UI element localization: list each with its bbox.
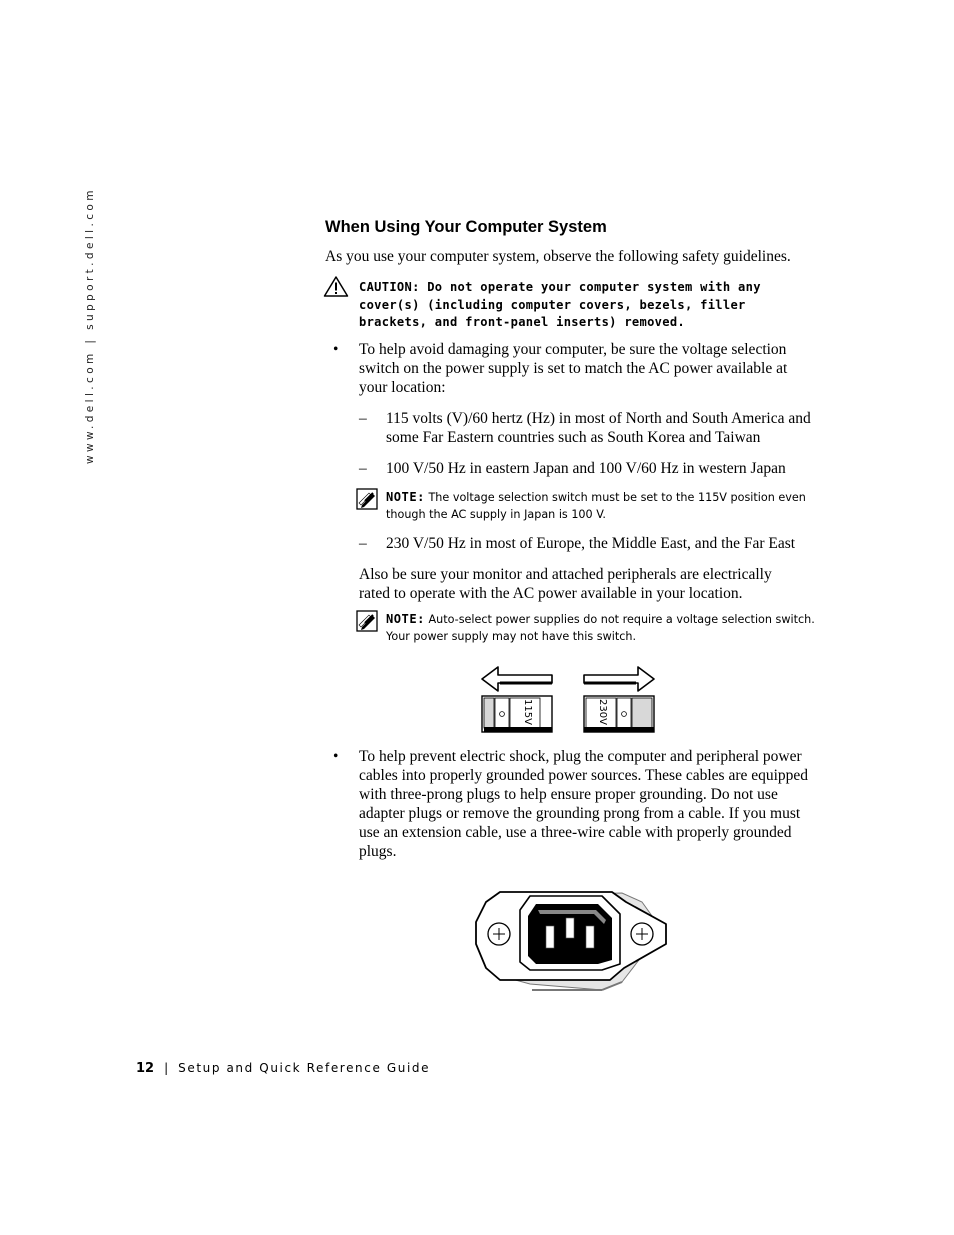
switch-label-115v: 115V bbox=[522, 699, 533, 725]
sidebar-url: www.dell.com | support.dell.com bbox=[84, 187, 96, 464]
screw-left-icon bbox=[488, 923, 510, 945]
switch-115v bbox=[482, 696, 552, 732]
arrow-left-icon bbox=[482, 667, 552, 691]
note-text: Auto-select power supplies do not require a voltage selection switch. Your power supply may not have this switch. bbox=[386, 613, 815, 643]
bullet-marker: • bbox=[333, 341, 339, 358]
note-autoselect bbox=[386, 611, 816, 645]
dash-marker: – bbox=[359, 535, 367, 552]
note-pencil-icon bbox=[356, 488, 378, 510]
intro-paragraph: As you use your computer system, observe the following safety guidelines. bbox=[325, 248, 791, 265]
section-heading: When Using Your Computer System bbox=[325, 218, 607, 236]
page-footer bbox=[136, 1061, 430, 1076]
switch-230v bbox=[584, 696, 654, 732]
list-item: 115 volts (V)/60 hertz (Hz) in most of North and South America and some Far Eastern countries such as South Korea and Taiwan bbox=[386, 410, 811, 446]
footer-separator: | bbox=[164, 1061, 169, 1075]
voltage-switch-illustration bbox=[478, 663, 660, 735]
switch-label-230v: 230V bbox=[597, 699, 608, 725]
note-label: NOTE: bbox=[386, 612, 425, 626]
dash-marker: – bbox=[359, 460, 367, 477]
page-number: 12 bbox=[136, 1061, 155, 1076]
screw-right-icon bbox=[631, 923, 653, 945]
bullet-marker: • bbox=[333, 748, 339, 765]
list-item: 100 V/50 Hz in eastern Japan and 100 V/60 Hz in western Japan bbox=[386, 460, 786, 477]
note-label: NOTE: bbox=[386, 490, 425, 504]
voltage-paragraph: To help avoid damaging your computer, be sure the voltage selection switch on the power supply is set to match the AC power available at your location: bbox=[359, 341, 788, 396]
guide-title: Setup and Quick Reference Guide bbox=[178, 1061, 431, 1075]
note-text: The voltage selection switch must be set to the 115V position even though the AC supply in Japan is 100 V. bbox=[386, 491, 806, 521]
warning-triangle-icon bbox=[323, 275, 349, 298]
also-paragraph: Also be sure your monitor and attached peripherals are electrically rated to operate with the AC power available in your location. bbox=[359, 566, 772, 602]
caution-text: CAUTION: Do not operate your computer system with any cover(s) (including computer covers, bezels, filler brackets, and front-panel inserts) removed. bbox=[359, 280, 761, 329]
note-pencil-icon bbox=[356, 610, 378, 632]
note-voltage bbox=[386, 489, 816, 523]
dash-marker: – bbox=[359, 410, 367, 427]
power-connector-illustration bbox=[472, 886, 672, 996]
shock-paragraph: To help prevent electric shock, plug the computer and peripheral power cables into properly grounded power sources. These cables are equipped with three-prong plugs to help ensure proper grounding. Do not use adapter plugs or remove the grounding prong from a cable. If you must use an extension cable, use a three-wire cable with properly grounded plugs. bbox=[359, 748, 809, 860]
list-item: 230 V/50 Hz in most of Europe, the Middle East, and the Far East bbox=[386, 535, 796, 552]
arrow-right-icon bbox=[584, 667, 654, 691]
